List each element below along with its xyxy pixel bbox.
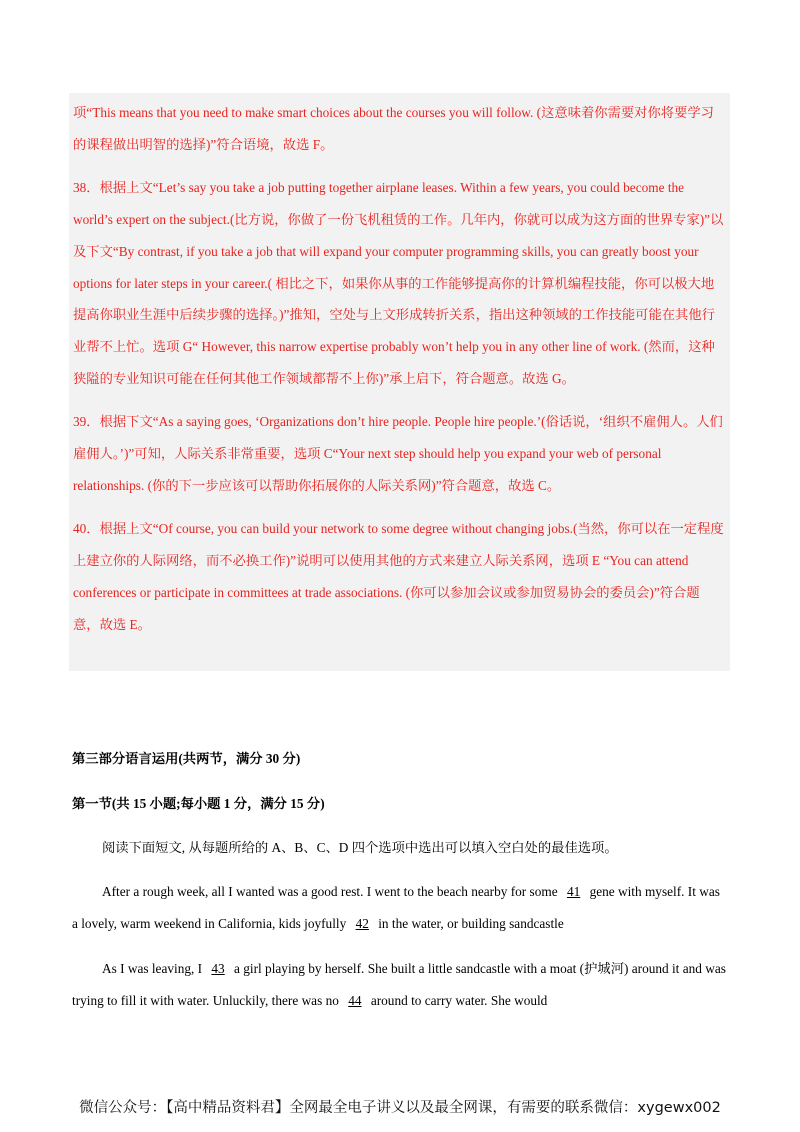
passage-paragraph-2	[72, 953, 728, 1016]
passage-text: a girl playing by herself. She built a little sandcastle with a moat (护城河) around it and was trying to fill it with water. Unluckily, there was no	[72, 961, 726, 1008]
answer-paragraph-39: 39．根据下文“As a saying goes, ‘Organizations don’t hire people. People hire people.’(俗话说，‘组织不雇佣人。人们雇佣人。’)”可知，人际关系非常重要，选项 C“Your next step should help you expand your web of personal relationships. (你的下一步应该可以帮助你拓展你的人际关系网)”符合题意，故选 C。	[73, 414, 723, 493]
passage-paragraph-1	[72, 876, 728, 939]
passage-text: gene with myself. It was a lovely, warm weekend in California, kids joyfully	[72, 884, 720, 931]
answer-paragraph-38: 38．根据上文“Let’s say you take a job putting together airplane leases. Within a few years, you could become the world’s expert on the subject.(比方说，你做了一份飞机租赁的工作。几年内，你就可以成为这方面的世界专家)”以及下文“By contrast, if you take a job that will expand your computer programming skills, you can greatly boost your options for later steps in your career.( 相比之下，如果你从事的工作能够提高你的计算机编程技能，你可以极大地提高你职业生涯中后续步骤的选择。)”推知，空处与上文形成转折关系，指出这种领域的工作技能可能在其他行业帮不上忙。选项 G“ However, this narrow expertise probably won’t help you in any other line of work. (然而，这种狭隘的专业知识可能在任何其他工作领域都帮不上你)”承上启下，符合题意。故选 G。	[73, 180, 724, 386]
passage-text: in the water, or building sandcastle	[378, 915, 564, 931]
blank-42: 42	[355, 915, 369, 931]
answer-paragraph-40: 40．根据上文“Of course, you can build your network to some degree without changing jobs.(当然，你可以在一定程度上建立你的人际网络，而不必换工作)”说明可以使用其他的方式来建立人际关系网，选项 E “You can attend conferences or participate in committees at trade associations. (你可以参加会议或参加贸易协会的委员会)”符合题意，故选 E。	[73, 521, 724, 632]
passage-text: After a rough week, all I wanted was a good rest. I went to the beach nearby for some	[102, 884, 558, 899]
footer-watermark: 微信公众号：【高中精品资料君】全网最全电子讲义以及最全网课，有需要的联系微信：xygewx002	[79, 1100, 721, 1116]
blank-41: 41	[566, 884, 581, 899]
answer-explanation-box	[69, 93, 730, 671]
answer-paragraph-37: 项“This means that you need to make smart choices about the courses you will follow. (这意味着你需要对你将要学习的课程做出明智的选择)”符合语境，故选 F。	[73, 105, 714, 152]
section-title: 第一节(共 15 小题;每小题 1 分，满分 15 分)	[72, 796, 325, 811]
passage-text: around to carry water. She would	[370, 992, 548, 1008]
blank-43: 43	[211, 961, 225, 976]
passage-text: As I was leaving, I	[102, 961, 203, 976]
instruction-text: 阅读下面短文, 从每题所给的 A、B、C、D 四个选项中选出可以填入空白处的最佳选项。	[102, 840, 618, 855]
blank-44: 44	[348, 992, 362, 1008]
part-title: 第三部分语言运用(共两节，满分 30 分)	[72, 751, 301, 766]
